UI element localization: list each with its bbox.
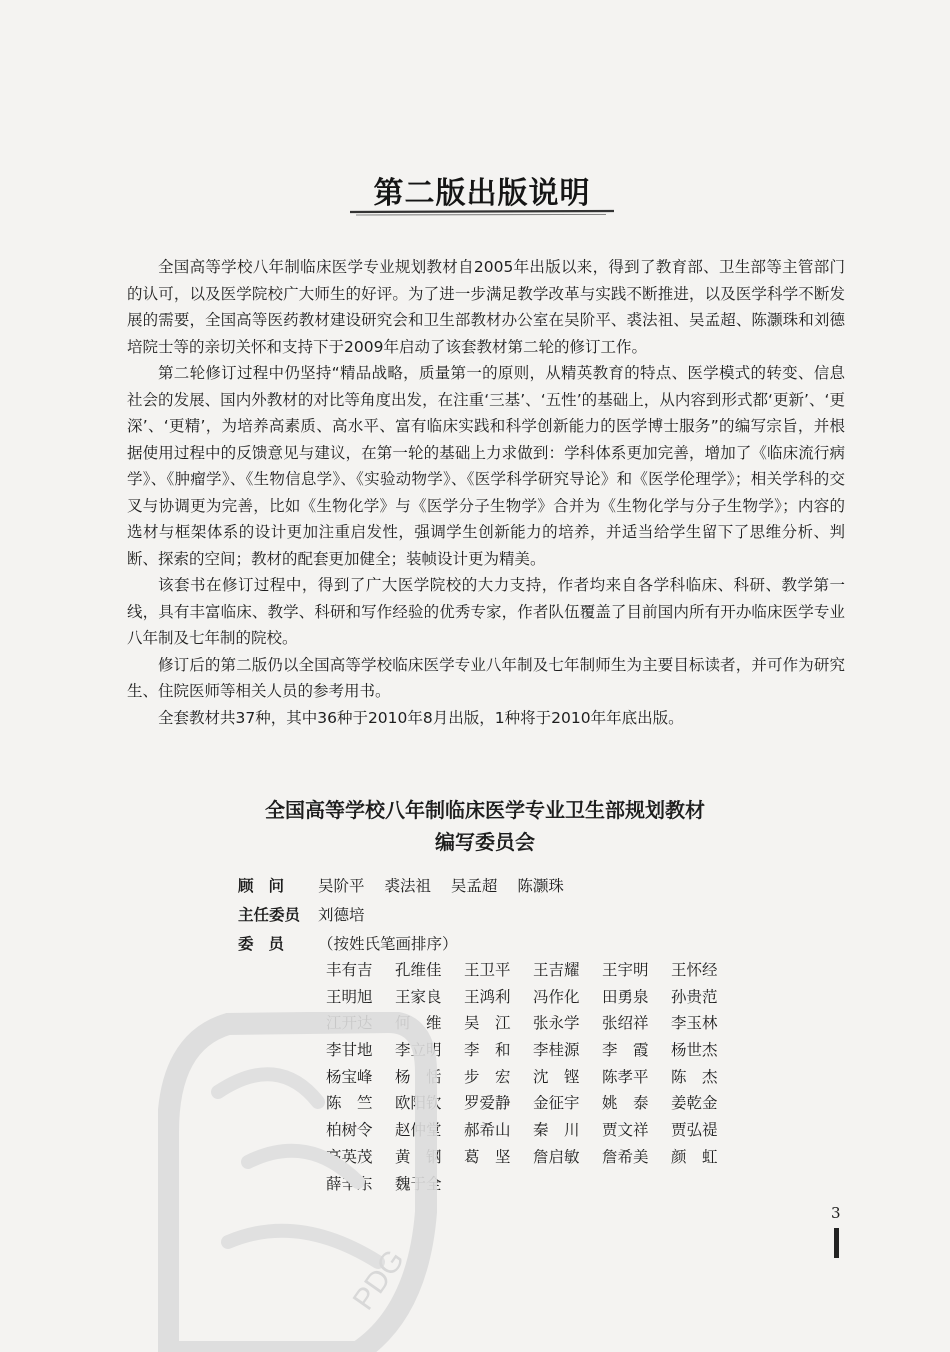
member-name: 江开达 bbox=[326, 1014, 373, 1033]
paragraph: 全国高等学校八年制临床医学专业规划教材自2005年出版以来，得到了教育部、卫生部等主管部门的认可，以及医学院校广大师生的好评。为了进一步满足教学改革与实践不断推进，以及医学科学不断发展的需要，全国高等医药教材建设研究会和卫生部教材办公室在吴阶平、裘法祖、吴孟超、陈灏珠和刘德培院士等的亲切关怀和支持下于2009年启动了该套教材第二轮的修订工作。 bbox=[127, 258, 845, 356]
director-row bbox=[238, 901, 798, 930]
member-name: 欧阳钦 bbox=[395, 1094, 442, 1113]
member-name: 田勇泉 bbox=[602, 987, 649, 1006]
member-name: 秦 川 bbox=[533, 1121, 580, 1140]
member-name: 陈 竺 bbox=[326, 1094, 373, 1113]
member-name: 张永学 bbox=[533, 1014, 580, 1033]
advisor-name: 吴孟超 bbox=[450, 877, 498, 895]
paragraph: 全套教材共37种，其中36种于2010年8月出版，1种将于2010年年底出版。 bbox=[158, 708, 684, 727]
member-name: 魏于全 bbox=[395, 1174, 442, 1193]
paragraph: 第二轮修订过程中仍坚持“精品战略，质量第一的原则，从精英教育的特点、医学模式的转变、信息社会的发展、国内外教材的对比等角度出发，在注重‘三基’、‘五性’的基础上，从内容到形式都‘更新’、‘更深’、‘更精’，为培养高素质、高水平、富有临床实践和科学创新能力的医学博士服务”的编写宗旨，并根据使用过程中的反馈意见与建议，在第一轮的基础上力求做到：学科体系更加完善，增加了《临床流行病学》、《肿瘤学》、《生物信息学》、《实验动物学》、《医学科学研究导论》和《医学伦理学》；相关学科的交叉与协调更为完善，比如《生物化学》与《医学分子生物学》合并为《生物化学与分子生物学》；内容的选材与框架体系的设计更加注重启发性，强调学生创新能力的培养，并适当给学生留下了思维分析、判断、探索的空间；教材的配套更加健全；装帧设计更为精美。 bbox=[127, 364, 845, 568]
member-name: 黄 钢 bbox=[395, 1147, 442, 1166]
director-label: 主任委员 bbox=[238, 906, 301, 924]
member-name: 李玉林 bbox=[671, 1014, 718, 1033]
member-name: 吴 江 bbox=[464, 1014, 511, 1033]
paragraph: 该套书在修订过程中，得到了广大医学院校的大力支持，作者均来自各学科临床、科研、教学第一线，具有丰富临床、教学、科研和写作经验的优秀专家，作者队伍覆盖了目前国内所有开办临床医学专业八年制及七年制的院校。 bbox=[127, 576, 845, 647]
member-name: 杨宝峰 bbox=[326, 1067, 373, 1086]
member-name: 杨 恬 bbox=[395, 1067, 442, 1086]
member-name: 李甘地 bbox=[326, 1041, 373, 1060]
director-name: 刘德培 bbox=[318, 906, 365, 924]
member-name: 高英茂 bbox=[326, 1147, 373, 1166]
title-underline bbox=[348, 208, 616, 218]
member-name: 王明旭 bbox=[326, 987, 373, 1006]
member-name: 陈 杰 bbox=[671, 1067, 718, 1086]
committee-roster bbox=[238, 872, 798, 959]
member-name: 王吉耀 bbox=[533, 961, 580, 979]
committee-heading-line2: 编写委员会 bbox=[435, 830, 535, 854]
committee-heading bbox=[150, 794, 820, 858]
advisors-label: 顾问 bbox=[238, 877, 300, 895]
member-name: 李桂源 bbox=[533, 1041, 580, 1060]
member-name: 詹启敏 bbox=[533, 1147, 580, 1166]
member-name: 沈 铿 bbox=[533, 1067, 580, 1086]
member-name: 陈孝平 bbox=[602, 1067, 649, 1086]
advisor-name: 吴阶平 bbox=[318, 877, 365, 895]
page-number: 3 bbox=[831, 1204, 841, 1222]
member-name: 赵仲堂 bbox=[395, 1121, 442, 1140]
member-name: 郝希山 bbox=[464, 1121, 511, 1140]
member-name: 步 宏 bbox=[464, 1067, 511, 1086]
page-title: 第二版出版说明 bbox=[373, 176, 591, 211]
member-name: 冯作化 bbox=[533, 987, 580, 1006]
member-name: 何 维 bbox=[395, 1014, 442, 1033]
committee-heading-line1: 全国高等学校八年制临床医学专业卫生部规划教材 bbox=[265, 798, 705, 822]
member-name: 王家良 bbox=[395, 987, 442, 1006]
member-name: 贾弘禔 bbox=[671, 1121, 718, 1140]
member-name: 张绍祥 bbox=[602, 1014, 649, 1033]
watermark-text: PDG bbox=[346, 1243, 412, 1317]
member-name: 李立明 bbox=[395, 1041, 442, 1060]
member-name: 贾文祥 bbox=[602, 1121, 649, 1140]
advisors-names bbox=[318, 872, 579, 901]
member-name: 杨世杰 bbox=[671, 1041, 718, 1060]
paragraph: 修订后的第二版仍以全国高等学校临床医学专业八年制及七年制师生为主要目标读者，并可作为研究生、住院医师等相关人员的参考用书。 bbox=[127, 655, 845, 700]
member-name: 王卫平 bbox=[464, 961, 511, 979]
advisor-name: 裘法祖 bbox=[384, 877, 431, 895]
member-name: 李 和 bbox=[464, 1041, 511, 1060]
member-name: 王宇明 bbox=[602, 961, 649, 979]
member-name: 姚 泰 bbox=[602, 1094, 649, 1113]
member-name: 颜 虹 bbox=[671, 1147, 718, 1166]
advisor-name: 陈灏珠 bbox=[517, 877, 564, 895]
member-name: 詹希美 bbox=[602, 1147, 649, 1166]
member-name: 孙贵范 bbox=[671, 987, 718, 1006]
member-name: 葛 坚 bbox=[464, 1147, 511, 1166]
member-name: 柏树令 bbox=[326, 1121, 373, 1140]
members-note: （按姓氏笔画排序） bbox=[318, 935, 458, 953]
member-name: 丰有吉 bbox=[326, 961, 373, 979]
member-name: 李 霞 bbox=[602, 1041, 649, 1060]
member-name: 孔维佳 bbox=[395, 961, 442, 979]
members-row bbox=[238, 930, 798, 959]
library-stamp-watermark bbox=[158, 1012, 448, 1352]
member-name: 金征宇 bbox=[533, 1094, 580, 1113]
member-name: 王怀经 bbox=[671, 961, 718, 979]
advisors-row bbox=[238, 872, 798, 901]
member-name: 姜乾金 bbox=[671, 1094, 718, 1113]
member-name: 薛辛东 bbox=[326, 1174, 373, 1193]
member-name: 王鸿利 bbox=[464, 987, 511, 1006]
members-label: 委员 bbox=[238, 935, 300, 953]
member-name: 罗爱静 bbox=[464, 1094, 511, 1113]
page-edge-mark bbox=[834, 1228, 839, 1258]
publication-notes bbox=[127, 254, 845, 731]
